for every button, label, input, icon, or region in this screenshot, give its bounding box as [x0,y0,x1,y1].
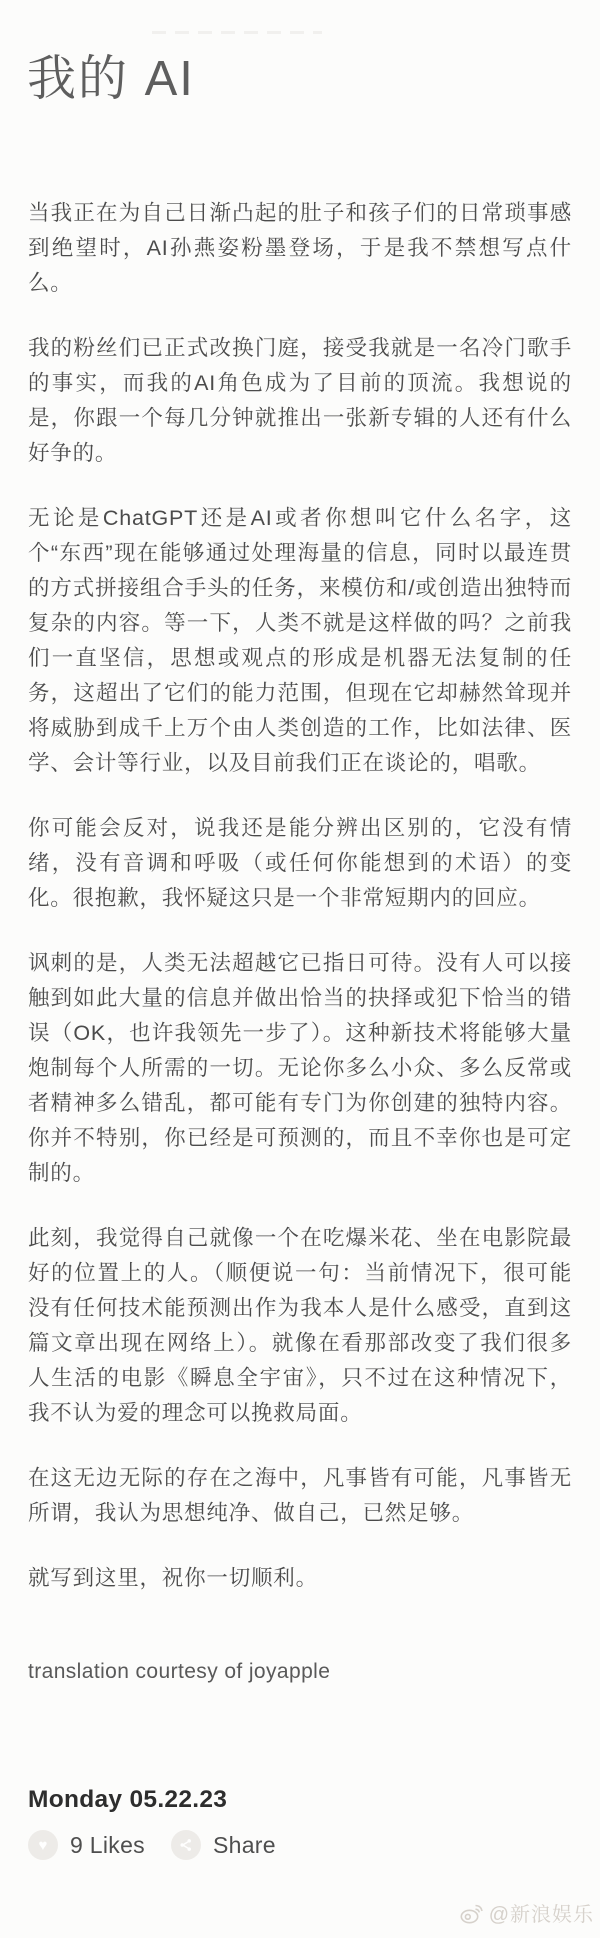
post-paragraph: 当我正在为自己日渐凸起的肚子和孩子们的日常琐事感到绝望时，AI孙燕姿粉墨登场，于是我不禁想写点什么。 [28,201,572,295]
post-paragraph: 你可能会反对，说我还是能分辨出区别的，它没有情绪，没有音调和呼吸（或任何你能想到的术语）的变化。很抱歉，我怀疑这只是一个非常短期内的回应。 [28,816,572,910]
weibo-logo-icon [459,1901,485,1925]
share-label: Share [212,1831,276,1858]
page-title: 我的 AI [27,52,195,106]
post-paragraph: 就写到这里，祝你一切顺利。 [28,1566,318,1590]
watermark [459,1898,594,1927]
translation-credit: translation courtesy of joyapple [28,1660,331,1683]
post-paragraph: 在这无边无际的存在之海中，凡事皆有可能，凡事皆无所谓，我认为思想纯净、做自己，已然足够。 [28,1466,572,1525]
heart-icon: ♥ [28,1830,58,1860]
share-button[interactable] [171,1830,276,1860]
post-actions [28,1830,276,1860]
post-paragraph: 无论是ChatGPT还是AI或者你想叫它什么名字，这个“东西”现在能够通过处理海量的信息，同时以最连贯的方式拼接组合手头的任务，来模仿和/或创造出独特而复杂的内容。等一下，人类不就是这样做的吗？之前我们一直坚信，思想或观点的形成是机器无法复制的任务，这超出了它们的能力范围，但现在它却赫然耸现并将威胁到成千上万个由人类创造的工作，比如法律、医学、会计等行业，以及目前我们正在谈论的，唱歌。 [28,506,572,775]
post-paragraph: 此刻，我觉得自己就像一个在吃爆米花、坐在电影院最好的位置上的人。（顺便说一句：当前情况下，很可能没有任何技术能预测出作为我本人是什么感受，直到这篇文章出现在网络上）。就像在看那部改变了我们很多人生活的电影《瞬息全宇宙》，只不过在这种情况下，我不认为爱的理念可以挽救局面。 [28,1226,572,1425]
post-paragraph: 我的粉丝们已正式改换门庭，接受我就是一名冷门歌手的事实，而我的AI角色成为了目前的顶流。我想说的是，你跟一个每几分钟就推出一张新专辑的人还有什么好争的。 [28,336,572,465]
share-nodes-icon [171,1830,201,1860]
post-paragraph: 讽刺的是，人类无法超越它已指日可待。没有人可以接触到如此大量的信息并做出恰当的抉择或犯下恰当的错误（OK，也许我领先一步了）。这种新技术将能够大量炮制每个人所需的一切。无论你多么小众、多么反常或者精神多么错乱，都可能有专门为你创建的独特内容。你并不特别，你已经是可预测的，而且不幸你也是可定制的。 [28,951,572,1185]
scan-artifact [152,31,322,34]
likes-count-label: 9 Likes [70,1831,145,1858]
watermark-text: @新浪娱乐 [488,1904,594,1926]
like-button[interactable] [28,1830,145,1860]
post-date: Monday 05.22.23 [28,1786,228,1813]
post-body [0,168,600,1596]
